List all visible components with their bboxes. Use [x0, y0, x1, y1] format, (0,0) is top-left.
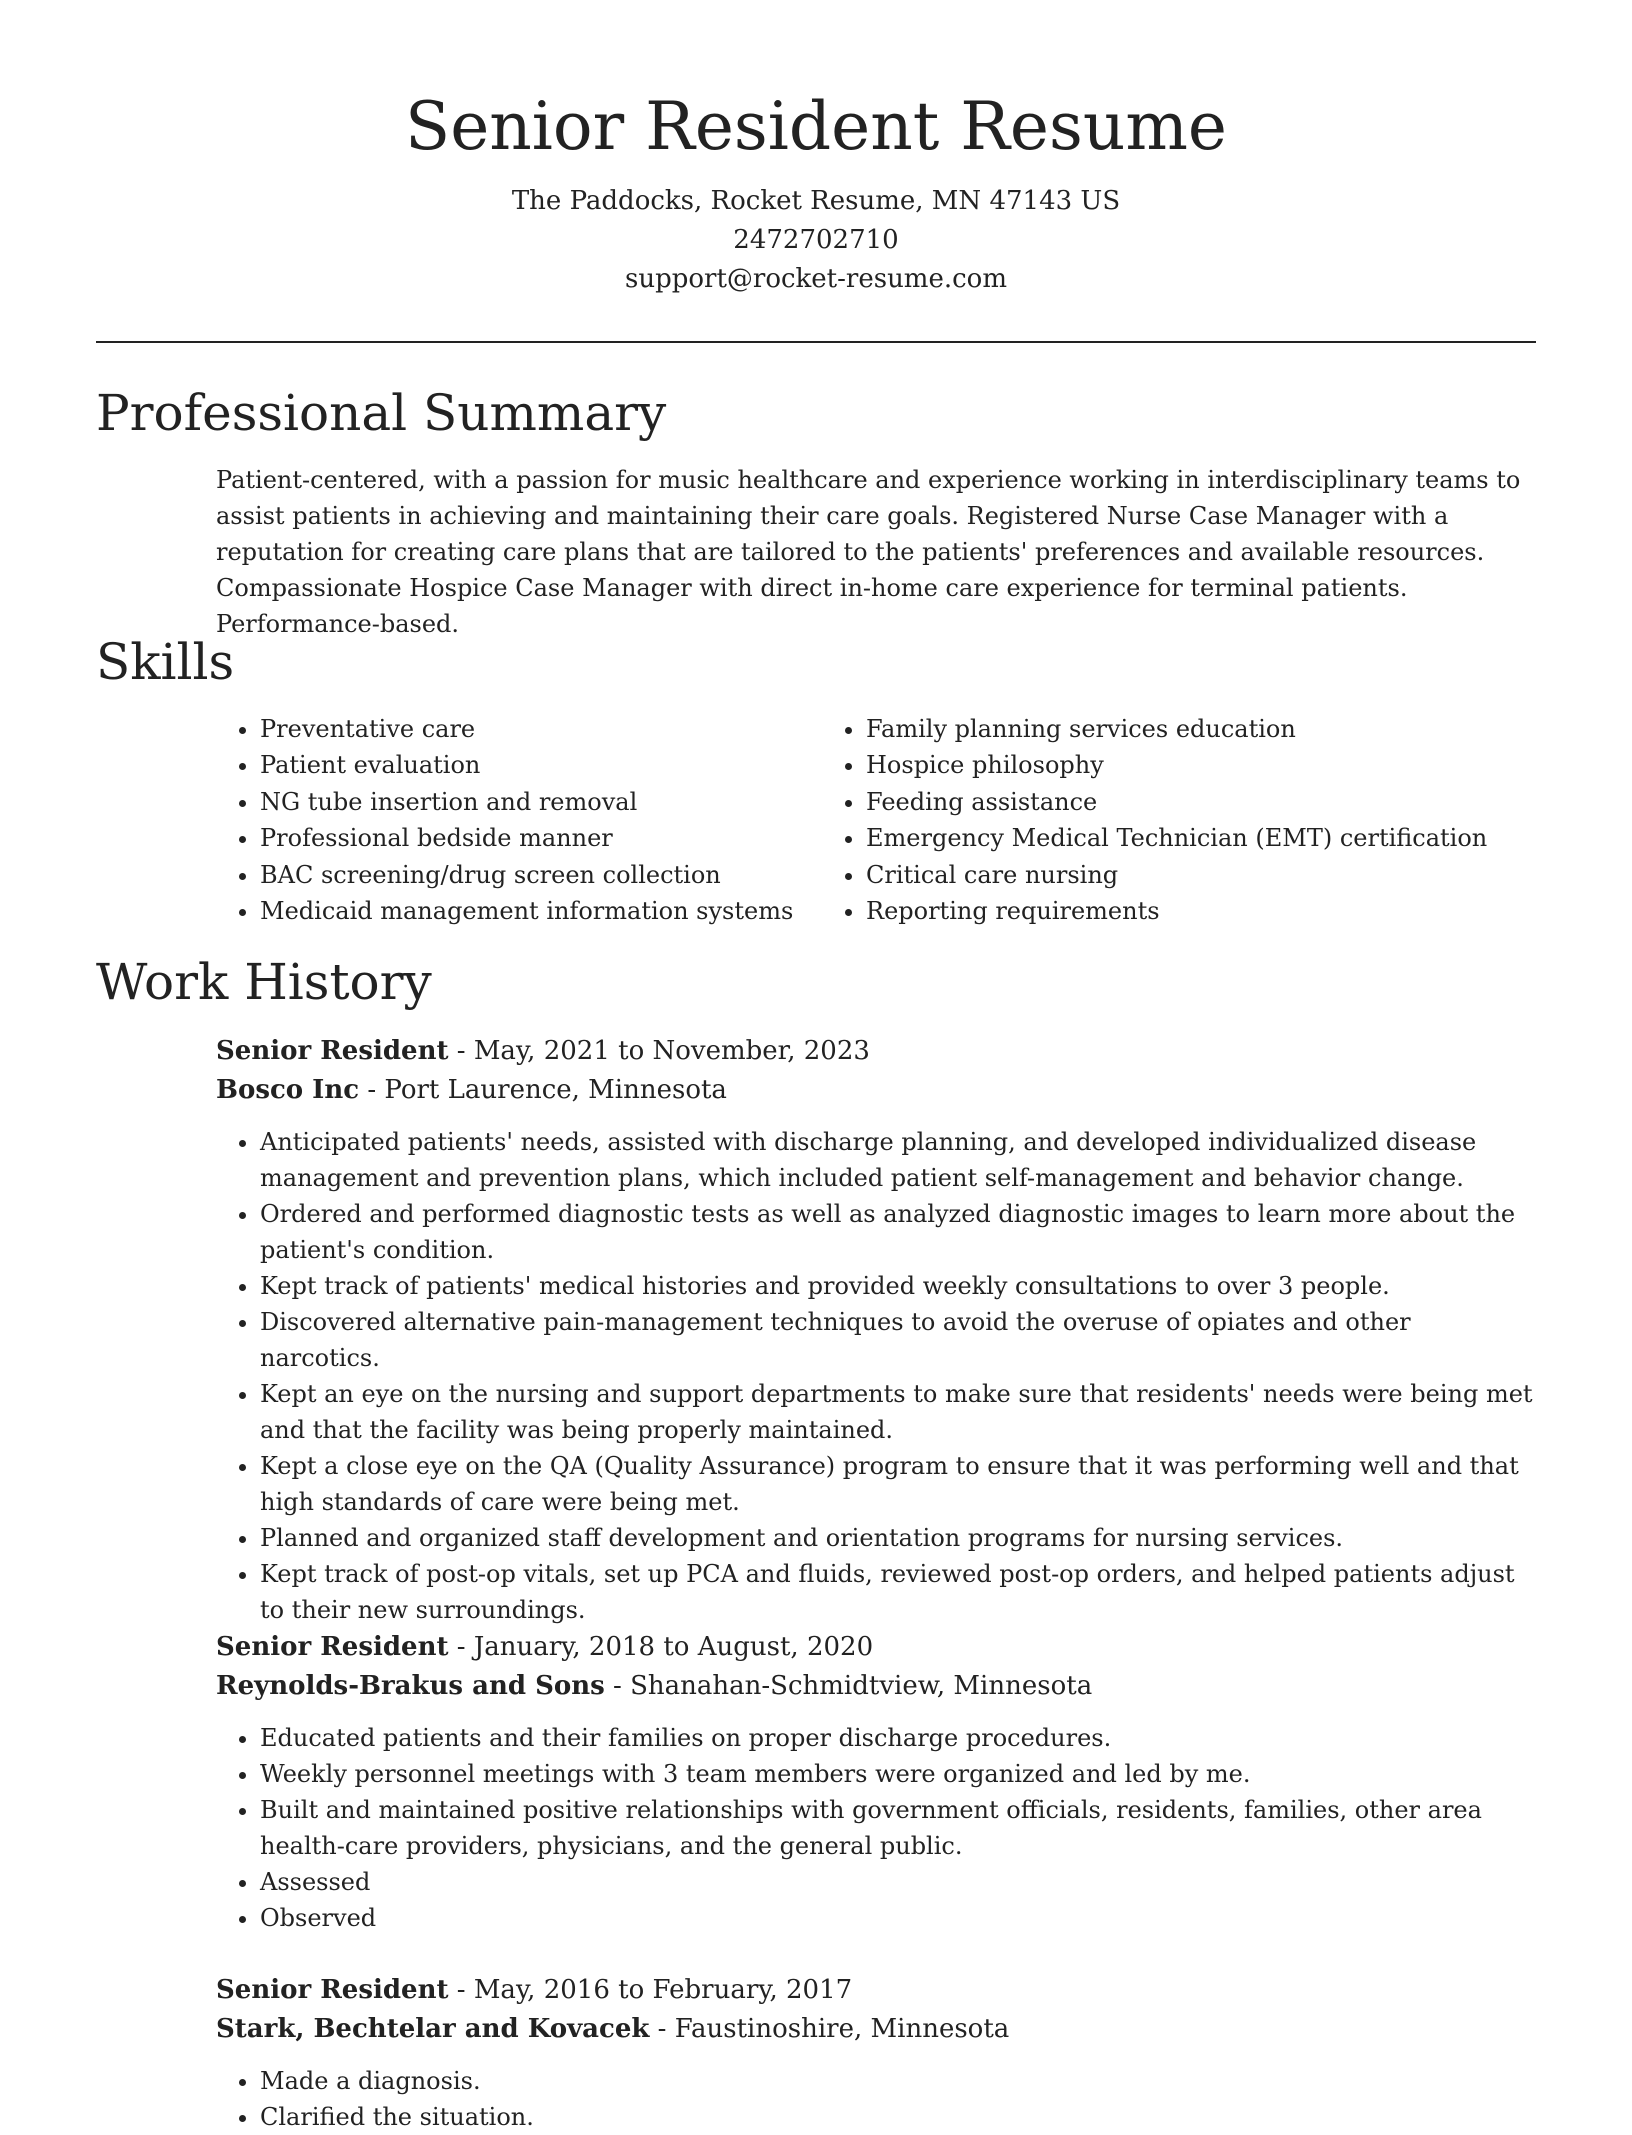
- summary-heading: Professional Summary: [96, 384, 667, 442]
- skill-item: • Professional bedside manner: [260, 820, 822, 856]
- job-company-line: [216, 2010, 1540, 2049]
- skills-heading: Skills: [96, 633, 235, 691]
- job-location: - Port Laurence, Minnesota: [359, 1075, 727, 1105]
- header-divider: [96, 341, 1536, 343]
- job-bullet: • Kept track of patients' medical histories and provided weekly consultations to over 3 people.: [260, 1268, 1540, 1304]
- job-bullets: [216, 1124, 1540, 1628]
- job-dates: - January, 2018 to August, 2020: [448, 1632, 874, 1662]
- skill-item: • Feeding assistance: [866, 784, 1540, 820]
- skills-column-1: [216, 711, 822, 929]
- job-bullets: [216, 1720, 1540, 1936]
- job-title-line: [216, 1971, 1540, 2010]
- contact-phone: 2472702710: [733, 225, 899, 255]
- skill-item: • BAC screening/drug screen collection: [260, 857, 822, 893]
- job-location: - Shanahan-Schmidtview, Minnesota: [604, 1671, 1093, 1701]
- job-title-line: [216, 1628, 1540, 1667]
- job-company: Reynolds-Brakus and Sons: [216, 1671, 605, 1701]
- job-bullet: • Made a diagnosis.: [260, 2063, 1540, 2099]
- job-bullet: • Kept track of post-op vitals, set up PCA and fluids, reviewed post-op orders, and helped patients adjust to their new surroundings.: [260, 1556, 1540, 1628]
- resume-title: Senior Resident Resume: [405, 88, 1227, 165]
- skill-item: • Hospice philosophy: [866, 747, 1540, 783]
- contact-block: [96, 182, 1536, 299]
- job-bullet: • Built and maintained positive relationships with government officials, residents, families, other area health-care providers, physicians, and the general public.: [260, 1792, 1540, 1864]
- job-dates: - May, 2016 to February, 2017: [448, 1975, 853, 2005]
- contact-email: support@rocket-resume.com: [624, 264, 1007, 294]
- job-bullet: • Kept a close eye on the QA (Quality Assurance) program to ensure that it was performing well and that high standards of care were being met.: [260, 1448, 1540, 1520]
- job-bullet: • Observed: [260, 1900, 1540, 1936]
- job-company-line: [216, 1071, 1540, 1110]
- job-company: Bosco Inc: [216, 1075, 360, 1105]
- job-bullet: • Educated patients and their families on proper discharge procedures.: [260, 1720, 1540, 1756]
- job-bullet: • Ordered and performed diagnostic tests as well as analyzed diagnostic images to learn more about the patient's condition.: [260, 1196, 1540, 1268]
- contact-address: The Paddocks, Rocket Resume, MN 47143 US: [511, 186, 1121, 216]
- job-bullet: • Clarified the situation.: [260, 2099, 1540, 2135]
- job-bullet: • Discovered alternative pain-management techniques to avoid the overuse of opiates and other narcotics.: [260, 1304, 1540, 1376]
- job-title-line: [216, 1032, 1540, 1071]
- job-bullet: • Assessed: [260, 1864, 1540, 1900]
- skills-list: [216, 711, 1540, 929]
- skill-item: • Preventative care: [260, 711, 822, 747]
- job-dates: - May, 2021 to November, 2023: [448, 1036, 870, 1066]
- job-bullet: • Kept an eye on the nursing and support departments to make sure that residents' needs were being met and that the facility was being properly maintained.: [260, 1376, 1540, 1448]
- job-role: Senior Resident: [216, 1632, 449, 1662]
- job-bullet: • Planned and organized staff development and orientation programs for nursing services.: [260, 1520, 1540, 1556]
- job-role: Senior Resident: [216, 1975, 449, 2005]
- skill-item: • Emergency Medical Technician (EMT) certification: [866, 820, 1540, 856]
- job-company: Stark, Bechtelar and Kovacek: [216, 2014, 650, 2044]
- skill-item: • Medicaid management information systems: [260, 893, 822, 929]
- job-entry: [216, 1971, 1540, 2135]
- skills-column-2: [822, 711, 1540, 929]
- skill-item: • NG tube insertion and removal: [260, 784, 822, 820]
- job-role: Senior Resident: [216, 1036, 449, 1066]
- job-bullet: • Weekly personnel meetings with 3 team members were organized and led by me.: [260, 1756, 1540, 1792]
- job-company-line: [216, 1667, 1540, 1706]
- job-entry: [216, 1032, 1540, 1628]
- summary-text: Patient-centered, with a passion for music healthcare and experience working in interdisciplinary teams to assist patients in achieving and maintaining their care goals. Registered Nurse Case Manager with a reputation for creating care plans that are tailored to the patients' preferences and available resources. Compassionate Hospice Case Manager with direct in-home care experience for terminal patients. Performance-based.: [216, 466, 1521, 638]
- skill-item: • Critical care nursing: [866, 857, 1540, 893]
- job-bullets: [216, 2063, 1540, 2135]
- work-history-heading: Work History: [96, 953, 432, 1011]
- job-location: - Faustinoshire, Minnesota: [649, 2014, 1010, 2044]
- resume-header: [96, 82, 1536, 299]
- skill-item: • Patient evaluation: [260, 747, 822, 783]
- job-entry: [216, 1628, 1540, 1936]
- skill-item: • Family planning services education: [866, 711, 1540, 747]
- skill-item: • Reporting requirements: [866, 893, 1540, 929]
- job-bullet: • Anticipated patients' needs, assisted with discharge planning, and developed individualized disease management and prevention plans, which included patient self-management and behavior change.: [260, 1124, 1540, 1196]
